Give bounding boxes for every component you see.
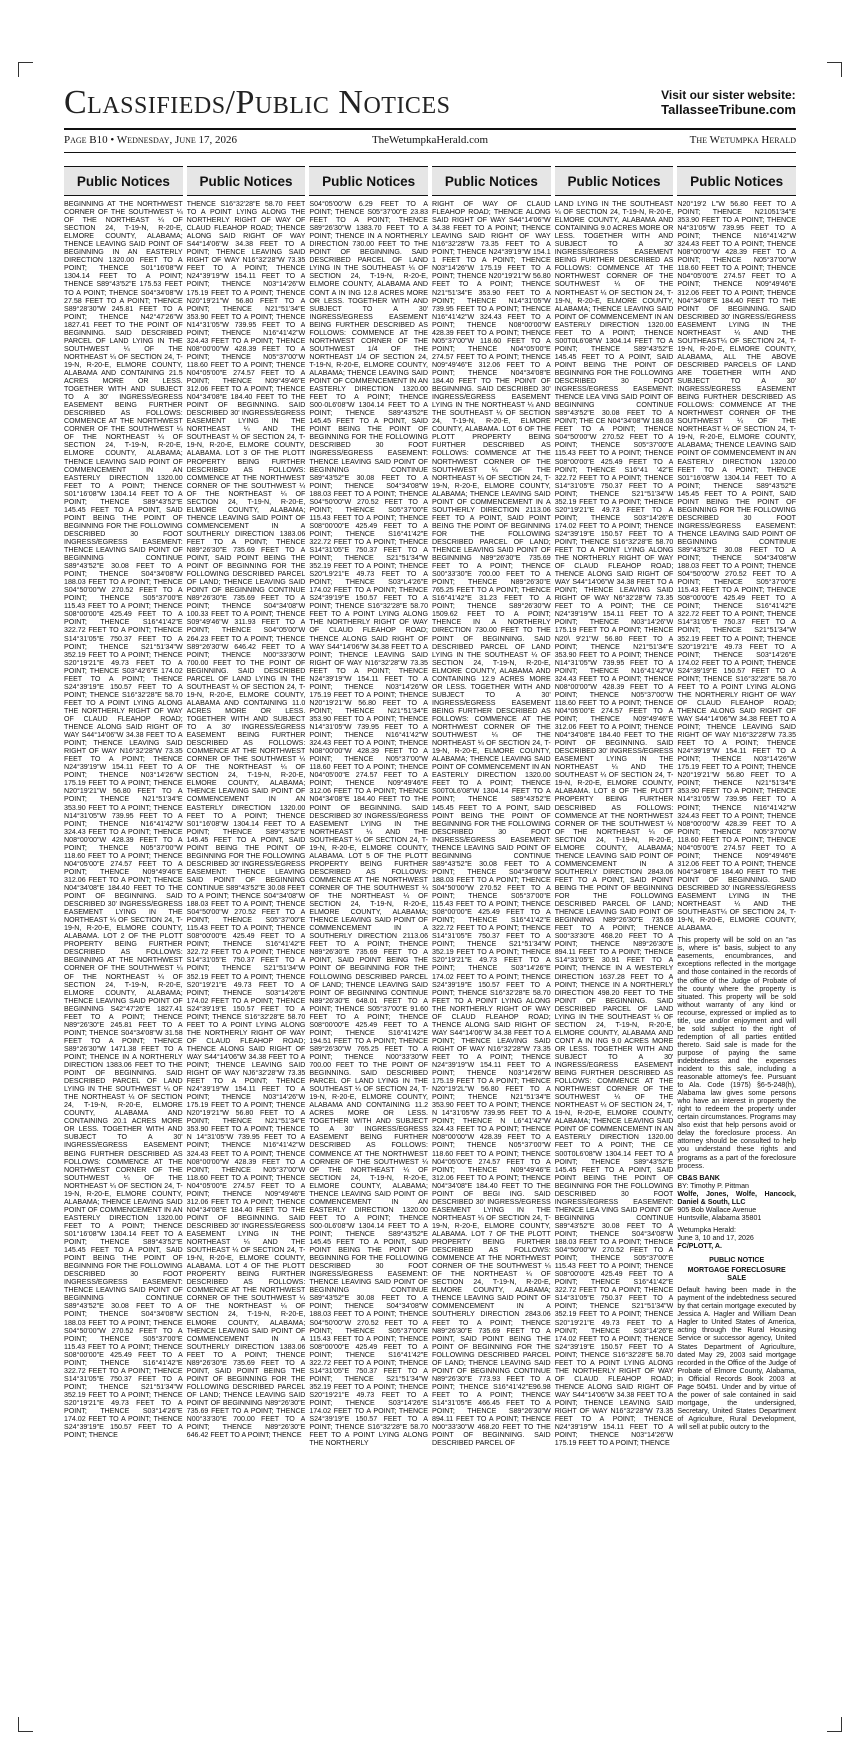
notice-sale-terms bbox=[677, 932, 796, 1431]
sister-site-promo bbox=[661, 88, 796, 117]
column-header: Public Notices bbox=[432, 166, 551, 196]
notice-subtitle: MORTGAGE FORECLOSURE SALE bbox=[687, 1266, 786, 1283]
notice-column-5 bbox=[555, 156, 674, 1726]
notices-columns bbox=[64, 156, 796, 1726]
notice-text: LAND LYING IN THE SOUTHEAST ¼ OF SECTION 24, T-19-N, R-20-E, ELMORE COUNTY, ALABAMA AND CONTAINING 9.0 ACRES MORE OR LESS. TOGETHER WITH AND SUBJECT TO A 30' INGRESS/EGRESS EASEMENT BEING FURTHER DESCRIBED AS FOLLOWS: COMMENCE AT THE NORTHWEST CORNER OF THE SOUTHWEST ¼ OF THE NORTHEAST ¼ OF SECTION 24, T-19-N, R-20-E, ELMORE COUNTY, ALABAMA; THENCE LEAVING SAID POINT OF COMMENCEMENT IN AN EASTERLY DIRECTION 1320.00 FEET TO A POINT; THENCE S00T0L6'08"W 1304.14 FEET TO A POINT; THENCE S89°43'52"E 145.45 FEET TO A POINT, SAID POINT BEING THE POINT OF BEGINNING FOR THE FOLLOWING DESCRIBED 30 FOOT INGRESS/EGRESS EASEMENT: THENCE LEA VING SAID POINT OF BEGINNING CONTINUE S89°43'52"E 30.08 FEET TO A POINT; THE CE N04°34'08"W 188.03 FEET TO A POINT; THENCE S04°50'00"W 270.52 FEET TO A POINT; THENCE S05°37'00"E 115.43 FEET TO A POINT; THENCE S08°00'00"E 425.49 FEET TO A POINT; THENCE S16°41 '42"E 322.72 FEET TO A POINT; THENCE S14°31'05"E 750.37 FEET TO A POINT; THENCE S21°51'34"W 352.19 FEET TO A POINT; THENCE S20°19'21"E 49.73 FEET TO A POINT; THENCE S03°14'26"E 174.02 FEET TO A POINT; THENCE S24°39'19"E 150.57 FEET TO A POINT; THENCE S16°32'28"E 58.70 FEET TO A POINT LYING ALONG THE NORTHERLY RIGHT OF WAY OF CLAUD FLEAHOP ROAD; THENCE ALONG SAID RIGHT OF WAY S44°14'06"W 34.38 FEET TO A POINT; THENCE LEAVING SAID RIGHT OF WAY N6°32'28"W 73.35 FEET TO A POINT; THE CE N24°39'19"W 154.11 FEET TO A POINT; THENCE N03°14'26"W 175.19 FEET TO A POINT; THENCE N20\ 9'21"W 56.80 FEET TO A POINT; THENCE N21°51'34"E 353.90 FEET TO A POINT; THENCE N14°31'05"W 739.95 FEET TO A POINT; THENCE N16°41'42"W 324.43 FEET TO A POINT; THENCE N08°00'00"W 428.39 FEET TO A POINT; THENCE N05°37'00"W 118.60 FEET TO A POINT; THENCE N04°05'00"E 274.57 FEET TO A POINT; THENCE N09°49'46"E 312.06 FEET TO A POINT; THENCE N04°34'08"E 184.40 FEET TO THE POINT OF BEGINNING. SAID DESCRIBED 30' INGRESS/EGRESS EASEMENT LYING IN THE NORTHEAST ¼ AND THE SOUTHEAST ¼ OF SECTION 24, T-19-N, R-20-E, ELMORE COUNTY, ALABAMA. LOT 8 OF THE PLOTT PROPERTY BEING FURTHER DESCRIBED AS FOLLOWS: COMMENCE AT THE NORTHWEST CORNER OF THE SOUTHWEST ¼ OF THE NORTHEAST ¼ OF SECTION 24, T-19-N, R-20-E, ELMORE COUNTY, ALABAMA; THENCE LEAVING SAID POINT OF COMMENCEMENT IN A SOUTHERLY DIRECTION 2843.06 FEET TO A POINT, SAID POINT BEING THE POINT OF BEGINNING FOR THE FOLLOWING DESCRIBED PARCEL OF LAND; THENCE LEAVING SAID POINT OF BEGINNING N89°26'30"E 735.69 FEET TO A POINT; THENCE S00°33'30"E 468.20 FEET TO A POINT; THENCE N89°26'30"E 894.11 FEET TO A POINT; THENCE S14°31'05"E 30.91 FEET TO A POINT; THENCE IN A WESTERLY DIRECTION 1637.28 FEET TO A POINT; THENCE IN A NORTHERLY DIRECTION 498.20 FEET TO THE POINT OF BEGINNING. SAID DESCRIBED PARCEL OF LAND LYING IN THE SOUTHEAST ¼ OF SECTION 24, T-19-N, R-20-E, ELMORE COUNTY, ALABAMA AND CONT A IN ING 9.0 ACRES MORE OR LESS. TOGETHER WITH AND SUBJECT TO A 30' INGRESS/EGRESS EASEMENT BEING FURTHER DESCRIBED AS FOLLOWS: COMMENCE AT THE NORTHWEST CORNER OF THE SOUTHWEST ¼ OF THE NORTHEAST ¼ OF SECTION 24, T-19-N, R-20-E, ELMORE COUNTY, ALABAMA; THENCE LEAVING SAID POINT OF COMMENCEMENT IN AN EASTERLY DIRECTION 1320.00 FEET TO A POINT; THE CE S00T0L6'08"W 1304.14 FEET TO A POINT; THENCE S89°43'52"E 145.45 FEET TO A POINT, SAID POINT BEING THE POINT OF BEGINNING FOR THE FOLLOWING DESCRIBED 30 FOOT INGRESS/EGRESS EASEMENT: THENCE LEA VING SAID POINT OF BEGINNING CONTINUE S89°43'52"E 30.08 FEET TO A POINT; THENCE S04°34'08"W 188.03 FEET TO A POINT; THENCE S04°50'00"W 270.52 FEET TO A POINT; THENCE S05°37'00"E 115.43 FEET TO A POINT; THENCE S08°00'00"E 425.49 FEET TO A POINT; THENCE S16°41'42"E 322.72 FEET TO A POINT; THENCE S14°31'05"E 750.37 FEET TO A POINT; THENCE S21°51'34"W 352.19 FEET TO A POINT; THENCE S20°19'21"E 49.73 FEET TO A POINT; THENCE S03°14'26"E 174.02 FEET TO A POINT; THENCE S24°39'19"E 150.57 FEET TO A POINT; THENCE S16°32'28"E 58.70 FEET TO A POINT LYING ALONG THE NORTHERLY RIGHT OF WAY OF CLAUD FLEAHOP ROAD; THENCE ALONG SAID RIGHT OF WAY S44°14'06"W 34.38 FEET TO A POINT; THENCE LEAVING SAID RIGHT OF WAY N16°32'28"W 73.35 FEET TO A POINT; THENCE N24°39'19"W 154.11 FEET TO A POINT; THENCE N03°14'26"W 175.19 FEET TO A POINT; THENCE bbox=[554, 200, 674, 1448]
paper-name: The Wetumpka Herald bbox=[689, 134, 796, 146]
crop-mark-top-left bbox=[18, 62, 33, 77]
firm-address-1: 905 Bob Wallace Avenue bbox=[677, 1205, 757, 1214]
column-header: Public Notices bbox=[64, 166, 183, 196]
firm-address-2: Huntsville, Alabama 35801 bbox=[677, 1213, 762, 1222]
notice-column-2 bbox=[187, 156, 306, 1726]
law-firm: Wolfe, Jones, Wolfe, Hancock, Daniel & South, LLC bbox=[677, 1189, 797, 1206]
sale-terms-text: This property will be sold on an "as is, where is" basis, subject to any easements, encumbrances, and exceptions reflected in the mortgage and those contained in the records of the office of the Judge of Probate of the county where the property is situated. This property will be sold without warranty of any kind or recourse, expressed or implied as to title, use and/or enjoyment and will be sold subject to the right of redemption of all parties entitled thereto. Said sale is made for the purpose of paying the same indebtedness and the expenses incident to this sale, including a reasonable attorney's fee. Pursuant to Ala. Code (1975) §6-5-248(h), Alabama law gives some persons who have an interest in property the right to redeem the property under certain circumstances. Programs may also exist that help persons avoid or delay the foreclosure process. An attorney should be consulted to help you understand these rights and programs as a part of the foreclosure process. bbox=[677, 936, 797, 1170]
publication-id: FC/PLOTT, A. bbox=[677, 1242, 723, 1250]
foreclosure-notice-body: Default having been made in the payment of the indebtedness secured by that certain mortgage executed by Jessica A. Hagler and William Dean Hagler to United States of America, acting through the Rural Housing Service or successor agency, United States Department of Agriculture, dated May 29, 2003 said mortgage recorded in the Office of the Judge of Probate of Elmore County, Alabama, in Official Records Book 2003 at Page 50451. Under and by virtue of the power of sale contained in said mortgage, the undersigned, Secretary, United States Department of Agriculture, Rural Development, will sell at public outcry to the bbox=[677, 1286, 797, 1431]
notice-text: S04°05'00"W 6.29 FEET TO A POINT; THENCE S05°37'00"E 23.83 FEET TO A POINT; THENCE S89°26'30"W 1383.70 FEET TO A POINT; THENCE IN A NORTHERLY DIRECTION 730.00 FEET TO THE POINT OF BEGINNING. SAID DESCRIBED PARCEL OF LAND LYING IN THE SOUTHEAST ¼ OF SECTION 24, T-19-N, R-20-E, ELMORE COUNTY, ALABAMA AND CONT A IN ING 12.8 ACRES MORE OR LESS. TOGETHER WITH AND SUBJECT TO A 30' INGRESS/EGRESS EASEMENT BEING FURTHER DESCRIBED AS FOLLOWS: COMMENCE AT THE NORTHWEST CORNER OF THE SOUTHWEST 1/4 OF THE NORTHEAST 1/4 OF SECTION 24, T-19-N, R-20-E, ELMORE COUNTY, ALABAMA; THENCE LEAVING SAID POINT OF COMMENCEMENT IN AN EASTERLY DIRECTION 1320.00 FEET TO A POINT; THENCE S00·0L6'08"W 1304.14 FEET TO A POINT; THENCE S89°43'52"E 145.45 FEET TO A POINT, SAID POINT BEING THE POINT OF BEGINNING FOR THE FOLLOWING DESCRIBED 30 FOOT INGRESS/EGRESS EASEMENT: THENCE LEAVING SAID POINT OF BEGINNING CONTINUE S89°43'52"E 30.08 FEET TO A POINT; THENCE S04°34'08"W 188.03 FEET TO A POINT; THENCE S04°50'00"W 270.52 FEET TO A POINT; THENCE S05°37'00"E 115.43 FEET TO A POINT; THENCE S08°00'00"E 425.49 FEET TO A POINT; THENCE S16°41'42"E 322.72 FEET TO A POINT; THENCE S14°31'05"E 750.37 FEET TO A POINT; THENCE S21°51'34"W 352.19 FEET TO A POINT; THENCE S20°L9'21"E 49.73 FEET TO A POINT; THENCE S03°L4'26"E 174.02 FEET TO A POINT; THENCE S24°39'19"E 150.57 FEET TO A POINT; THENCE S16°32'28"E 58.70 FEET TO A POINT LYING ALONG THE NORTHERLY RIGHT OF WAY OF CLAUD FLEAHOP ROAD; THENCE ALONG SAID RIGHT OF WAY S44°14'06"W 34.38 FEET TO A POINT; THENCE LEAVING SAID RIGHT OF WAY N16°32'28"W 73.35 FEET TO A POINT; THENCE N24°39'19"W 154.11 FEET TO A POINT; THENCE N03°14'26"W 175.19 FEET TO A POINT; THENCE N20°19'21"W 56.80 FEET TO A POINT; THENCE N21°51'34"E 353.90 FEET TO A POINT; THENCE N14°31'05"W 739.95 FEET TO A POINT; THENCE N16°41'42"W 324.43 FEET TO A POINT; THENCE N08°00'00"W 428.39 FEET TO A POINT; THENCE N05°37'00"W 118.60 FEET TO A POINT; THENCE N04°05'00"E 274.57 FEET TO A POINT; THENCE N09°49'46"E 312.06 FEET TO A POINT; THENCE N04°34'08"E 184.40 FEET TO THE POINT OF BEGINNING. SAID DESCRIBED 30' INGRESS/EGRESS EASEMENT LYING IN THE NORTHEAST ¼ AND THE SOUTHEAST ¼ OF SECTION 24, T-19-N, R-20-E, ELMORE COUNTY, ALABAMA. LOT 5 OF THE PLOTT PROPERTY BEING FURTHER DESCRIBED AS FOLLOWS: COMMENCE AT THE NORTHWEST CORNER OF THE SOUTHWEST ¼ OF THE NORTHEAST ¼ OF SECTION 24, T-19-N, R-20-E, ELMORE COUNTY, ALABAMA; THENCE LEAVING SAID POINT OF COMMENCEMENT IN A SOUTHERLY DIRECTION 2113.06 FEET TO A POINT; THENCE N89°26'30"E 735.69 FEET TO A POINT, SAID POINT BEING THE POINT OF BEGINNING FOR THE FOLLOWING DESCRIBED PARCEL OF LAND; THENCE LEAVING SAID POINT OF BEGINNING CONTINUE N89°26'30"E 648.01 FEET TO A POINT; THENCE S05°37'00"E 91.60 FEET TO A POINT; THENCE S08°00'00"E 425.49 FEET TO A POINT; THENCE S16°41'42"E 194.51 FEET TO A POINT; THENCE S89°26'30"W 765.25 FEET TO A POINT; THENCE N00°33'30"W 700.00 FEET TO THE POINT OF BEGINNING. SAID DESCRIBED PARCEL OF LAND LYING IN THE SOUTHEAST ¼ OF SECTION 24, T-19-N, R-20-E, ELMORE COUNTY, ALABAMA AND CONTAINING 11.2 ACRES MORE OR LESS. TOGETHER WITH AND SUBJECT TO A 30' INGRESS/EGRESS EASEMENT BEING FURTHER DESCRIBED AS FOLLOWS: COMMENCE AT THE NORTHWEST CORNER OF THE SOUTHWEST ¼ OF THE NORTHEAST ¼ OF SECTION 24, T-19-N, R-20-E, ELMORE COUNTY, ALABAMA; THENCE LEAVING SAID POINT OF COMMENCEMENT IN AN EASTERLY DIRECTION 1320.00 FEET TO A POINT; THENCE S00·0L6'08"W 1304.14 FEET TO A POINT; THENCE S89°43'52"E 145.45 FEET TO A POINT, SAID POINT BEING THE POINT OF BEGINNING FOR THE FOLLOWING DESCRIBED 30 FOOT INGRESS/EGRESS EASEMENT: THENCE LEAVING SAID POINT OF BEGINNING CONTINUE S89°43'52"E 30.08 FEET TO A POINT; THENCE S04°34'08"W 188.03 FEET TO A POINT; THENCE S04°50'00"W 270.52 FEET TO A POINT; THENCE S05°37'00"E 115.43 FEET TO A POINT; THENCE S08°00'00"E 425.49 FEET TO A POINT; THENCE S16°41'42"E 322.72 FEET TO A POINT; THENCE S14°31'05"E 750.37 FEET TO A POINT; THENCE S21°51'34"W 352.19 FEET TO A POINT; THENCE S20°19'21"E 49.73 FEET TO A POINT; THENCE S03°14'26"E 174.02 FEET TO A POINT; THENCE S24°39'19"E 150.57 FEET TO A POINT; THENCE S16°32'28"E 58.70 FEET TO A POINT LYING ALONG THE NORTHERLY bbox=[309, 200, 429, 1448]
promo-line-1: Visit our sister website: bbox=[661, 88, 796, 102]
signer-name: CB&S BANK bbox=[677, 1173, 720, 1182]
crop-mark-bottom-right bbox=[827, 1717, 842, 1732]
column-header: Public Notices bbox=[309, 166, 428, 196]
publication-dates: June 3, 10 and 17, 2026 bbox=[677, 1233, 754, 1242]
folio-rule bbox=[64, 152, 796, 153]
masthead-rule bbox=[64, 128, 796, 130]
site-url[interactable]: TheWetumpkaHerald.com bbox=[371, 134, 489, 146]
crop-mark-bottom-left bbox=[18, 1717, 33, 1732]
notice-text: RIGHT OF WAY OF CLAUD FLEAHOP ROAD; THENCE ALONG SAID RIGHT OF WAY S44°14'06"W 34.38 FEET TO A POINT; THENCE LEAVING SAID RIGHT OF WAY N16°32'28"W 73.35 FEET TO A POINT; THENCE N24°39'19"W 154.1 1 FEET TO A POINT; THENCE N03°14'26"W 175.19 FEET TO A POINT; THENCE N20°19'21"W 56.80 FEET TO A POINT; THENCE N21°51'34"E 353.90 FEET TO A POINT; THENCE N14°31'05"W 739.95 FEET TO A POINT; THENCE N16°41'42"W 324.43 FEET TO A POINT; THENCE N08°00'00"W 428.39 FEET TO A POINT; THENCE N05°37'00"W 118.60 FEET TO A POINT; THENCE N04°05'00"E 274.57 FEET TO A POINT; THENCE N09°49'46"E 312.06 FEET TO A POINT; THENCE N04°34'08"E 184.40 FEET TO THE POINT OF BEGINNING. SAID DESCRIBED 30' INGRESS/EGRESS EASEMENT LYING IN THE NORTHEAST ¼ AND THE SOUTHEAST ¼ OF SECTION 24, T-19-N, R-20-E, ELMORE COUNTY, ALABAMA. LOT 6 OF THE PLOTT PROPERTY BEING FURTHER DESCRIBED AS FOLLOWS: COMMENCE AT THE NORTHWEST CORNER OF THE SOUTHWEST ¼ OF THE NORTHEAST ¼ OF SECTION 24, T-19-N, R-20-E, ELMORE COUNTY, ALABAMA; THENCE LEAVING SAID POINT OF COMMENCEMENT IN A SOUTHERLY DIRECTION 2113.06 FEET TO A POINT, SAID POINT BEING THE POINT OF BEGINNING FOR THE FOLLOWING DESCRIBED PARCEL OF LAND; THENCE LEAVING SAID POINT OF BEGINNING N89°26'30"E 735.69 FEET TO A POINT; THENCE S00°33'30"E 700.00 FEET TO A POINT; THENCE N89°26'30"E 765.25 FEET TO A POINT; THENCE S16°41'42"E 31.23 FEET TO A POINT; THENCE S89°26'30"W 1509.62 FEET TO A POINT; THENCE IN A NORTHERLY DIRECTION 730.00 FEET TO THE POINT OF BEGINNING. SAID DESCRIBED PARCEL OF LAND LYING IN THE SOUTHEAST ¼ OF SECTION 24, T-19-N, R-20-E, ELMORE COUNTY, ALABAMA AND CONTAINING 12.9 ACRES MORE OR LESS. TOGETHER WITH AND SUBJECT TO A 30' INGRESS/EGRESS EASEMENT BEING FURTHER DESCRIBED AS FOLLOWS: COMMENCE AT THE NORTHWEST CORNER OF THE SOUTHWEST ¼ OF THE NORTHEAST ¼ OF SECTION 24, T-19-N, R-20-E, ELMORE COUNTY, ALABAMA; THENCE LEAVING SAID POINT OF COMMENCEMENT IN AN EASTERLY DIRECTION 1320.00 FEET TO A POINT; THENCE S00T0L6'08"W 1304.14 FEET TO A POINT; THENCE S89°43'52"E 145.45 FEET TO A POINT, SAID POINT BEING THE POINT OF BEGINNING FOR THE FOLLOWING DESCRIBED 30 FOOT INGRESS/EGRESS EASEMENT: THENCE LEAVING SAID POINT OF BEGINNING CONTINUE S89°43'52"E 30.08 FEET TO A POINT; THENCE S04°34'08"W 188.03 FEET TO A POINT; THENCE S04°50'00"W 270.52 FEET TO A POINT; THENCE S05°37'00"E 115.43 FEET TO A POINT; THENCE S08°00'00"E 425.49 FEET TO A POINT; THENCE S16°41'42"E 322.72 FEET TO A POINT; THENCE S14°31'05"E 750.37 FEET TO A POINT; THENCE S21°51'34"W 352.19 FEET TO A POINT; THENCE S20°19'21"E 49.73 FEET TO A POINT; THENCE S03°14'26"E 174.02 FEET TO A POINT; THENCE S24°39'19"E 150.57 FEET TO A POINT; THENCE S16°32'28"E 58.70 FEET TO A POINT LYING ALONG THE NORTHERLY RIGHT OF WAY OF CLAUD FLEAHOP ROAD; THENCE ALONG SAID RIGHT OF WAY S44°14'06"W 34.38 FEET TO A POINT; THENCE LEAVING SAID RIGHT OF WAY N16°32'28"W 73.35 FEET TO A POINT; THENCE N24°39'19"W 154.11 FEET TO A POINT; THENCE N03°14'26"W 175.19 FEET TO A POINT; THENCE N20°19'2L"W 56.80 FEET TO A POINT; THENCE N21°51'34"E 353.90 FEET TO A POINT; THENCE N 14°31'05"W 739.95 FEET TO A POINT; THENCE N L6°41'42"W 324.43 FEET TO A POINT; THENCE N08°00'00"W 428.39 FEET TO A POINT; THENCE N05°37'00"W 118.60 FEET TO A POINT; THENCE N04°05'00"E 274.57 FEET TO A POINT; THENCE N09°49'46"E 312.06 FEET TO A POINT; THENCE N04°34'08"E 184.40 FEET TO THE POINT OF BEGI ING. SAID DESCRIBED 30' INGRESS/EGRESS EASEMENT LYING IN THE NORTHEAST ¼ OF SECTION 24, T-19-N, R-20-E, ELMORE COUNTY, ALABAMA. LOT 7 OF THE PLOTT PROPERTY BEING FURTHER DESCRIBED AS FOLLOWS: COMMENCE AT THE NORTHWEST CORNER OF THE SOUTHWEST ¼ OF THE NORTHEAST ¼ OF SECTION 24, T-19-N, R-20-E, ELMORE COUNTY, ALABAMA; THENCE LEAVING SAID POINT OF COMMENCEMENT IN A SOUTHERLY DIRECTION 2843.06 FEET TO A POINT; THENCE N89°26'30"E 735.69 FEET TO A POINT, SAID POINT BEING THE POINT OF BEGINNING FOR THE FOLLOWING DESCRIBED PARCEL OF LAND; THENCE LEAVING SAID POINT OF BEGINNING CONTINUE N89°26'30"E 773.93 FEET TO A POINT; THENCE S16°41'42"E96.98 FEET TO A POINT; THENCE S14°31'05"E 466.45 FEET TO A POINT; THENCE S89°26'30"W 894.11 FEET TO A POINT; THENCE N00°33'30"W 468.20 FEET TO THE POINT OF BEGINNING. SAID DESCRIBED PARCEL OF bbox=[432, 200, 551, 1448]
notice-text: BEGINNING AT THE NORTHWEST CORNER OF THE SOUTHWEST ¼ OF THE NORTHEAST ¼ OF SECTION 24, T-19-N, R-20-E, ELMORE COUNTY, ALABAMA; THENCE LEAVING SAID POINT OF BEGINNING IN AN EASTERLY DIRECTION 1320.00 FEET TO A POINT; THENCE S01°16'08"W 1304.14 FEET TO A POINT; THENCE S89°43'52"E 175.53 FEET TO A POINT; THENCE S04°34'08"W 27.58 FEET TO A POINT; THENCE S89°28'30"W 245.81 FEET TO A POINT; THENCE N42°47'26"W 1827.41 FEET TO THE POINT OF BEGINNING. SAID DESCRIBED PARCEL OF LAND LYING IN THE SOUTHWEST ¼ OF THE NORTHEAST ¼ OF SECTION 24, T-19-N, R-20-E, ELMORE COUNTY, ALABAMA AND CONTAINING 21.5 ACRES MORE OR LESS. TOGETHER WITH AND SUBJECT TO A 30' INGRESS/EGRESS EASEMENT BEING FURTHER DESCRIBED AS FOLLOWS: COMMENCE AT THE NORTHWEST CORNER OF THE SOUTHWEST ¼ OF THE NORTHEAST ¼ OF SECTION 24, T-19-N, R-20-E, ELMORE COUNTY, ALABAMA; THENCE LEAVING SAID POINT OF COMMENCEMENT IN AN EASTERLY DIRECTION 1320.00 FEET TO A POINT; THENCE S01°16'08"W 1304.14 FEET TO A POINT; THENCE S89°43'52"E 145.45 FEET TO A POINT, SAID POINT BEING THE POINT OF BEGINNING FOR THE FOLLOWING DESCRIBED 30 FOOT INGRESS/EGRESS EASEMENT: THENCE LEAVING SAID POINT OF BEGINNING CONTINUE S89°43'52"E 30.08 FEET TO A POINT; THENCE S04°34'08"W 188.03 FEET TO A POINT; THENCE S04°50'00"W 270.52 FEET TO A POINT; THENCE S05°37'00"E 115.43 FEET TO A POINT; THENCE S08°00'00"E 425.49 FEET TO A POINT; THENCE S16°41'42"E 322.72 FEET TO A POINT; THENCE S14°31'05"E 750.37 FEET TO A POINT; THENCE S21°51'34"W 352.19 FEET TO A POINT; THENCE S20°19'21"E 49.73 FEET TO A POINT; THENCE S03°42'6"E 174.02 FEET TO A POINT; THENCE S24°39'19"E 150.57 FEET TO A POINT; THENCE S16°32'28"E 58.70 FEET TO A POINT LYING ALONG THE NORTHERLY RIGHT OF WAY OF CLAUD FLEAHOP ROAD; THENCE ALONG SAID RIGHT OF WAY S44°14'06"W 34.38 FEET TO A POINT; THENCE LEAVING SAID RIGHT OF WAY N16°32'28"W 73.35 FEET TO A POINT; THENCE N24°39'19"W 154.11 FEET TO A POINT; THENCE N03°14'26"W 175.19 FEET TO A POINT; THENCE N20°19'21"W 56.80 FEET TO A POINT; THENCE N21°51'34"E 353.90 FEET TO A POINT; THENCE N14°31'05"W 739.95 FEET TO A POINT; THENCE N16°41'42"W 324.43 FEET TO A POINT; THENCE N08°00'00"W 428.39 FEET TO A POINT; THENCE N05°37'00"W 118.60 FEET TO A POINT; THENCE N04°05'00"E 274.57 FEET TO A POINT; THENCE N09°49'46"E 312.06 FEET TO A POINT; THENCE N04°34'08"E 184.40 FEET TO THE POINT OF BEGINNING. SAID DESCRIBED 30' INGRESS/EGRESS EASEMENT LYING IN THE NORTHEAST ¼ OF SECTION 24, T-19-N, R-20-E, ELMORE COUNTY, ALABAMA. LOT 2 OF THE PLOTT PROPERTY BEING FURTHER DESCRIBED AS FOLLOWS: BEGINNING AT THE NORTHWEST CORNER OF THE SOUTHWEST ¼ OF THE NORTHEAST ¼ OF SECTION 24, T-19-N, R-20-E, ELMORE COUNTY, ALABAMA; THENCE LEAVING SAID POINT OF BEGINNING S42°47'26"E 1827.41 FEET TO A POINT; THENCE N89°26'30"E 245.81 FEET TO A POINT; THENCE S04°34'08"W 31.58 FEET TO A POINT; THENCE S89°26'30"W 1471.38 FEET TO A POINT; THENCE IN A NORTHERLY DIRECTION 1383.06 FEET TO THE POINT OF BEGINNING. SAID DESCRIBED PARCEL OF LAND LYING IN THE SOUTHWEST ¼ OF THE NORTHEAST ¼ OF SECTION 24, T-19-N, R-20-E, ELMORE COUNTY, ALABAMA AND CONTAINING 20.1 ACRES MORE OR LESS. TOGETHER WITH AND SUBJECT TO A 30' INGRESS/EGRESS EASEMENT BEING FURTHER DESCRIBED AS FOLLOWS: COMMENCE AT THE NORTHWEST CORNER OF THE SOUTHWEST ¼ OF THE NORTHEAST ¼ OF SECTION 24, T-19-N, R-20-E, ELMORE COUNTY, ALABAMA; THENCE LEAVING SAID POINT OF COMMENCEMENT IN AN EASTERLY DIRECTION 1320.00 FEET TO A POINT; THENCE S01°16'08"W 1304.14 FEET TO A POINT; THENCE S89°43'52"E 145.45 FEET TO A POINT, SAID POINT BEING THE POINT OF BEGINNING FOR THE FOLLOWING DESCRIBED 30 FOOT INGRESS/EGRESS EASEMENT: THENCE LEAVING SAID POINT OF BEGINNING CONTINUE S89°43'52"E 30.08 FEET TO A POINT; THENCE S04°34'08"W 188.03 FEET TO A POINT; THENCE S04°50'00"W 270.52 FEET TO A POINT; THENCE S05°37'00"E 115.43 FEET TO A POINT; THENCE S08°00'00"E 425.49 FEET TO A POINT; THENCE S16°41'42"E 322.72 FEET TO A POINT; THENCE S14°31'05"E 750.37 FEET TO A POINT; THENCE S21°51'34"W 352.19 FEET TO A POINT; THENCE S20°19'21"E 49.73 FEET TO A POINT; THENCE S03°14'26"E 174.02 FEET TO A POINT; THENCE S24°39'19"E 150.57 FEET TO A POINT; THENCE bbox=[64, 200, 183, 1440]
notice-column-6 bbox=[677, 156, 796, 1726]
promo-site-link[interactable]: TallasseeTribune.com bbox=[661, 102, 796, 117]
notice-text: THENCE S16°32'28"E 58.70 FEET TO A POINT LYING ALONG THE NORTHERLY RIGHT OF WAY OF CLAUD FLEAHOP ROAD; THENCE ALONG SAID RIGHT OF WAY S44°14'06"W 34.38 FEET TO A POINT; THENCE LEAVING SAID RIGHT OF WAY N16°32'28"W 73.35 FEET TO A POINT; THENCE N24°39'19"W 154.11 FEET TO A POINT; THENCE N03°14'26"W 175.19 FEET TO A POINT; THENCE N20°19'21"W 56.80 FEET TO A POINT; THENCE N21°51'34"E 353.90 FEET TO A POINT; THENCE N14°31'05"W 739.95 FEET TO A POINT; THENCE N16°41'42"W 324.43 FEET TO A POINT; THENCE N08°00'00"W 428.39 FEET TO A POINT; THENCE N05°37'00"W 118.60 FEET TO A POINT; THENCE N04°05'00"E 274.57 FEET TO A POINT; THENCE N09°49'46"E 312.06 FEET TO A POINT; THENCE N04°34'08"E 184.40 FEET TO THE POINT OF BEGINNING. SAID DESCRIBED 30' INGRESS/EGRESS EASEMENT LYING IN THE NORTHEAST ¼ AND THE SOUTHEAST ¼ OF SECTION 24, T-19-N, R-20-E, ELMORE COUNTY, ALABAMA. LOT 3 OF THE PLOTT PROPERTY BEING FURTHER DESCRIBED AS FOLLOWS: COMMENCE AT THE NORTHWEST CORNER OF THE SOUTHWEST ¼ OF THE NORTHEAST ¼ OF SECTION 24, T-19-N, R-20-E, ELMORE COUNTY, ALABAMA; THENCE LEAVING SAID POINT OF COMMENCEMENT IN A SOUTHERLY DIRECTION 1383.06 FEET TO A POINT; THENCE N89°26'30"E 735.69 FEET TO A POINT, SAID POINT BEING THE POINT OF BEGINNING FOR THE FOLLOWING DESCRIBED PARCEL OF LAND; THENCE LEAVING SAID POINT OF BEGINNING CONTINUE N89°26'30"E 735.69 FEET TO A POINT; THENCE S04°34'08"W 100.33 FEET TO A POINT; THENCE S09°49'46"W 311.93 FEET TO A POINT; THENCE S04°05'00"W 264.23 FEET TO A POINT; THENCE S89°26'30"W 646.42 FEET TO A POINT; THENCE N00°33'30"W 700.00 FEET TO THE POINT OF BEGINNING. SAID DESCRIBED PARCEL OF LAND LYING IN THE SOUTHEAST ¼ OF SECTION 24, T-19-N, R-20-E, ELMORE COUNTY, ALABAMA AND CONTAINING 11.0 ACRES MORE OR LESS. TOGETHER WITH AND SUBJECT TO A 30' INGRESS/EGRESS EASEMENT BEING FURTHER DESCRIBED AS FOLLOWS: COMMENCE AT THE NORTHWEST CORNER OF THE SOUTHWEST ¼ OF THE NORTHEAST ¼ OF SECTION 24, T-19-N, R-20-E, ELMORE COUNTY, ALABAMA; THENCE LEAVING SAID POINT OF COMMENCEMENT IN AN EASTERLY DIRECTION 1320.00 FEET TO A POINT; THENCE S01°16'08"W 1304.14 FEET TO A POINT; THENCE S89°43'52"E 145.45 FEET TO A POINT, SAID POINT BEING THE POINT OF BEGINNING FOR THE FOLLOWING DESCRIBED 30' INGRESS/EGRESS EASEMENT: THENCE LEAVING SAID POINT OF BEGINNING CONTINUE S89°43'52"E 30.08 FEET TO A POINT; THENCE S04°34'08"W 188.03 FEET TO A POINT; THENCE S04°50'00"W 270.52 FEET TO A POINT; THENCE S05°37'00"E 115.43 FEET TO A POINT; THENCE S08°00'00"E 425.49 FEET TO A POINT; THENCE S16°41'42"E 322.72 FEET TO A POINT; THENCE S14°31'05"E 750.37 FEET TO A POINT; THENCE S21°51'34"W 352.19 FEET TO A POINT; THENCE S20°19'21"E 49.73 FEET TO A POINT; THENCE S03°14'26"E 174.02 FEET TO A POINT; THENCE S24°39'19"E 150.57 FEET TO A POINT; THENCE S16°32'28"E 58.70 FEET TO A POINT LYING ALONG THE NORTHERLY RIGHT OF WAY OF CLAUD FLEAHOP ROAD; THENCE ALONG SAID RIGHT OF WAY S44°14'06"W 34.38 FEET TO A POINT; THENCE LEAVING SAID RIGHT OF WAY NJ6°32'28"W 73.35 FEET TO A POINT; THENCE N24°39'19"W 154.11 FEET TO A POINT; THENCE N03°14'26"W 175.19 FEET TO A POINT; THENCE N20°19'21"W 56.80 FEET TO A POINT; THENCE N21°51'34"E 353.90 FEET TO A POINT; THENCE N 14°31'05"W 739.95 FEET TO A POINT; THENCE N16°41'42"W 324.43 FEET TO A POINT; THENCE N08°00'00"W 428.39 FEET TO A POINT; THENCE N05°37'00"W 118.60 FEET TO A POINT; THENCE N04°05'00"E 274.57 FEET TO A POINT; THENCE N09°49'46"E 312.06 FEET TO A POINT; THENCE N04°34'08"E 184.40 FEET TO THE POINT OF BEGINNING. SAID DESCRIBED 30' INGRESS/EGRESS EASEMENT LYING IN THE NORTHEAST ¼ AND THE SOUTHEAST ¼ OF SECTION 24, T-19-N, R-20-E, ELMORE COUNTY, ALABAMA. LOT 4 OF THE PLOTT PROPERTY BEING FURTHER DESCRIBED AS FOLLOWS: COMMENCE AT THE NORTHWEST CORNER OF THE SOUTHWEST ¼ OF THE NORTHEAST ¼ OF SECTION 24, T-19-N, R-20-E, ELMORE COUNTY, ALABAMA; THENCE LEAVING SAID POINT OF COMMENCEMENT IN A SOUTHERLY DIRECTION 1383.06 FEET TO A POINT; THENCE N89°26'30"E 735.69 FEET TO A POINT, SAID POINT BEING THE POINT OF BEGINNING FOR THE FOLLOWING DESCRIBED PARCEL OF LAND; THENCE LEAVING SAID POINT OF BEGINNING N89°26'30"E 735.69 FEET TO A POINT; THENCE N00°33'30"E 700.00 FEET TO A POINT; THENCE N89°26'30"E 646.42 FEET TO A POINT; THENCE bbox=[186, 200, 306, 1440]
crop-mark-top-right bbox=[827, 62, 842, 77]
notice-text-legal: N20°19'2 L"W 56.80 FEET TO A POINT; THENCE N21051'34"E 353.90 FEET TO A POINT; THENCE N4°31'05"W 739.95 FEET TO A POINT; THENCE N16°41'42"W 324.43 FEET TO A POINT; THENCE N08°00'00"W 428.39 FEET TO A POINT; THENCE N05°37'00"W 118.60 FEET TO A POINT; THENCE N04°05'00"E 274.57 FEET TO A POINT; THENCE N09°49'46"E 312.06 FEET TO A POINT; THENCE N04°34'08"E 184.40 FEET TO THE POINT OF BEGINNING. SAID DESCRIBED 30' INGRESS/EGRESS EASEMENT LYING IN THE NORTHEAST ¼ AND THE SOUTHEAST¼ OF SECTION 24, T-19-N, R-20-E, ELMORE COUNTY, ALABAMA, ALL THE ABOVE DESCRIBED PARCELS OF LAND ARE TOGETHER WITH AND SUBJECT TO A 30' INGRESS/EGRESS EASEMENT BEING FURTHER DESCRIBED AS FOLLOWS: COMMENCE AT THE NORTHWEST CORNER OF THE SOUTHWEST ¼ OF THE NORTHEAST ¼ OF SECTION 24, T-19-N, R-20-E, ELMORE COUNTY, ALABAMA; THENCE LEAVING SAID POINT OF COMMENCEMENT IN AN EASTERLY DIRECTION 1320.00 FEET TO A POINT; THENCE S01°16'08"W 1304.14 FEET TO A POINT; THENCE S89°43'52"E 145.45 FEET TO A POINT, SAID POINT BEING THE POINT OF BEGINNING FOR THE FOLLOWING DESCRIBED 30 FOOT INGRESS/EGRESS EASEMENT: THENCE LEAVING SAID POINT OF BEGINNING CONTINUE S89°43'52"E 30.08 FEET TO A POINT; THENCE S04°34'08"W 188.03 FEET TO A POINT; THENCE S04°50'00"W 270.52 FEET TO A POINT; THENCE S05°37'00"E 115.43 FEET TO A POINT; THENCE S08°00'00"E 425.49 FEET TO A POINT; THENCE S16°41'42"E 322.72 FEET TO A POINT; THENCE S14°31'05"E 750.37 FEET TO A POINT; THENCE S21°51'34"W 352.19 FEET TO A POINT; THENCE S20°19'21"E 49.73 FEET TO A POINT; THENCE S03°14'26"E 174.02 FEET TO A POINT; THENCE S24°39'19"E 150.57 FEET TO A POINT; THENCE S16°32'28"E 58.70 FEET TO A POINT LYING ALONG THE NORTHERLY RIGHT OF WAY OF CLAUD FLEAHOP ROAD; THENCE ALONG SAID RIGHT OF WAY S44°14'06"W 34.38 FEET TO A POINT; THENCE LEAVING SAID RIGHT OF WAY N16°32'28"W 73.35 FEET TO A POINT; THENCE N24°39'19"W 154.11 FEET TO A POINT; THENCE N03°14'26"W 175.19 FEET TO A POINT; THENCE N20°19'21"W 56.80 FEET TO A POINT; THENCE N21°51'34"E 353.90 FEET TO A POINT; THENCE N14°31'05"W 739.95 FEET TO A POINT; THENCE N16°41'42"W 324.43 FEET TO A POINT; THENCE N08°00'00"W 428.39 FEET TO A POINT; THENCE N05°37'00"W 118.60 FEET TO A POINT; THENCE N04°05'00"E 274.57 FEET TO A POINT; THENCE N09°49'46"E 312.06 FEET TO A POINT; THENCE N04°34'08"E 184.40 FEET TO THE POINT OF BEGINNING. SAID DESCRIBED 30' INGRESS/EGRESS EASEMENT LYING IN THE NORTHEAST ¼ AND THE SOUTHEAST¼ OF SECTION 24, T-19-N, R-20-E, ELMORE COUNTY, ALABAMA. bbox=[677, 200, 797, 933]
publication-name: Wetumpka Herald: bbox=[677, 1225, 736, 1234]
column-header: Public Notices bbox=[677, 166, 796, 196]
column-header: Public Notices bbox=[187, 166, 306, 196]
column-header: Public Notices bbox=[555, 166, 674, 196]
masthead bbox=[64, 78, 796, 128]
notice-title: PUBLIC NOTICE bbox=[709, 1256, 765, 1265]
notice-column-1 bbox=[64, 156, 183, 1726]
signer-by-line: BY: Timothy P. Pittman bbox=[677, 1181, 749, 1190]
notice-column-3 bbox=[309, 156, 428, 1726]
section-title: Classifieds/Public Notices bbox=[64, 84, 451, 121]
notice-column-4 bbox=[432, 156, 551, 1726]
folio-line bbox=[64, 134, 796, 150]
page-info: Page B10 • Wednesday, June 17, 2026 bbox=[64, 134, 238, 146]
